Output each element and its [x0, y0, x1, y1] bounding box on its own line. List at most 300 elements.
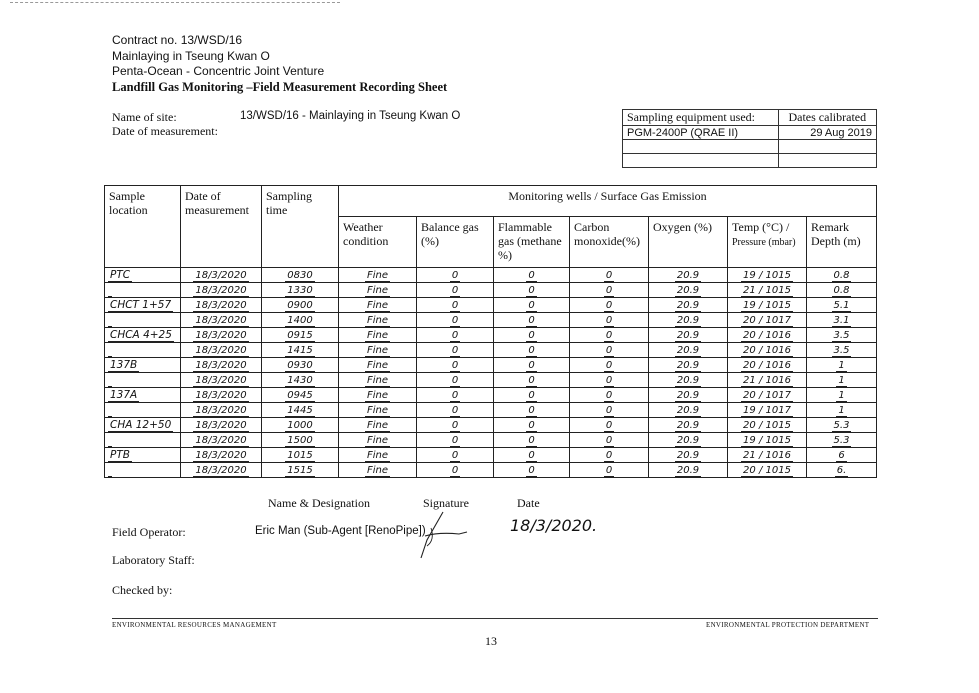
cell-remark: [807, 343, 877, 358]
cell-carbon-monoxide-value: 0: [605, 329, 613, 341]
field-operator-label: Field Operator:: [112, 525, 186, 539]
cell-flammable-gas-value: 0: [528, 389, 535, 401]
cell-remark-value: 0.8: [833, 269, 850, 281]
cell-temp-pressure: [728, 298, 807, 313]
cell-flammable-gas-value: 0: [528, 434, 535, 446]
cell-oxygen-value: 20.9: [676, 344, 700, 356]
cell-time-value: 0830: [287, 269, 313, 281]
cell-temp-pressure-value: 20 / 1016: [743, 344, 791, 356]
gas-monitoring-table: [104, 185, 877, 478]
cell-temp-pressure: [728, 343, 807, 358]
calibration-cell: [778, 154, 876, 168]
cell-sample-location: [105, 433, 181, 448]
cell-carbon-monoxide-value: 0: [605, 284, 613, 296]
cell-sample-location: [105, 358, 181, 373]
cell-time: [262, 268, 339, 283]
cell-time-value: 1400: [287, 314, 313, 326]
page-number: 13: [485, 634, 497, 648]
cell-carbon-monoxide-value: 0: [605, 464, 613, 476]
equipment-cell: PGM-2400P (QRAE II): [623, 126, 779, 140]
cell-carbon-monoxide: [570, 448, 649, 463]
cell-carbon-monoxide-value: 0: [605, 269, 613, 281]
cell-temp-pressure-value: 19 / 1017: [743, 404, 791, 416]
cell-oxygen: [649, 283, 728, 298]
cell-date: [181, 403, 262, 418]
cell-time: [262, 343, 339, 358]
cell-balance-gas: [417, 313, 494, 328]
cell-sample-location: [105, 283, 181, 298]
cell-carbon-monoxide: [570, 418, 649, 433]
header-sample-location: Sample location: [105, 186, 181, 268]
cell-temp-pressure: [728, 433, 807, 448]
cell-carbon-monoxide-value: 0: [605, 404, 613, 416]
cell-oxygen-value: 20.9: [676, 419, 700, 431]
cell-date: [181, 373, 262, 388]
table-row: [105, 433, 877, 448]
cell-flammable-gas: [494, 283, 570, 298]
cell-oxygen: [649, 358, 728, 373]
site-name-value: 13/WSD/16 - Mainlaying in Tseung Kwan O: [240, 110, 461, 122]
cell-date: [181, 418, 262, 433]
header-carbon-monoxide: Carbon monoxide(%): [570, 217, 649, 268]
cell-sample-location-value: PTB: [110, 448, 130, 461]
cell-remark: [807, 448, 877, 463]
cell-balance-gas: [417, 463, 494, 478]
cell-temp-pressure-value: 21 / 1015: [743, 284, 791, 296]
cell-weather: [339, 433, 417, 448]
cell-balance-gas-value: 0: [451, 449, 459, 461]
header-weather: Weather condition: [339, 217, 417, 268]
header-sampling-time: Sampling time: [262, 186, 339, 268]
cell-oxygen: [649, 448, 728, 463]
cell-weather-value: Fine: [366, 299, 389, 311]
cell-flammable-gas-value: 0: [528, 329, 535, 341]
cell-time-value: 0930: [287, 359, 313, 371]
cell-temp-pressure: [728, 268, 807, 283]
cell-carbon-monoxide: [570, 268, 649, 283]
header-balance-gas: Balance gas (%): [417, 217, 494, 268]
cell-weather-value: Fine: [366, 404, 389, 416]
cell-time-value: 1330: [287, 284, 313, 296]
cell-remark: [807, 463, 877, 478]
cell-date-value: 18/3/2020: [195, 344, 247, 356]
cell-flammable-gas-value: 0: [528, 449, 535, 461]
header-temp: Temp (°C) /: [732, 220, 790, 234]
cell-balance-gas-value: 0: [451, 389, 459, 401]
table-row: [105, 388, 877, 403]
cell-remark: [807, 268, 877, 283]
cell-temp-pressure: [728, 373, 807, 388]
cell-oxygen-value: 20.9: [676, 299, 700, 311]
lab-staff-label: Laboratory Staff:: [112, 553, 195, 567]
cell-flammable-gas: [494, 343, 570, 358]
cell-flammable-gas: [494, 463, 570, 478]
operator-signature: [415, 510, 475, 560]
cell-balance-gas: [417, 268, 494, 283]
table-row: [105, 343, 877, 358]
cell-date: [181, 358, 262, 373]
cell-flammable-gas: [494, 313, 570, 328]
cell-time-value: 1445: [287, 404, 313, 416]
cell-carbon-monoxide: [570, 298, 649, 313]
cell-weather: [339, 283, 417, 298]
cell-weather: [339, 328, 417, 343]
cell-carbon-monoxide-value: 0: [605, 299, 613, 311]
cell-remark-value: 1: [838, 374, 845, 386]
table-row: [105, 328, 877, 343]
cell-temp-pressure-value: 20 / 1017: [743, 314, 791, 326]
cell-temp-pressure-value: 21 / 1016: [743, 449, 791, 461]
cell-remark: [807, 298, 877, 313]
cell-weather: [339, 313, 417, 328]
cell-carbon-monoxide: [570, 283, 649, 298]
cell-remark-value: 6.: [836, 464, 847, 476]
cell-temp-pressure: [728, 418, 807, 433]
cell-time: [262, 448, 339, 463]
cell-remark-value: 0.8: [833, 284, 850, 296]
cell-weather: [339, 358, 417, 373]
cell-flammable-gas: [494, 298, 570, 313]
cell-temp-pressure: [728, 448, 807, 463]
cell-oxygen-value: 20.9: [676, 359, 700, 371]
cell-time-value: 1000: [287, 419, 313, 431]
cell-sample-location: [105, 298, 181, 313]
field-operator-date: 18/3/2020.: [510, 516, 598, 535]
cell-weather: [339, 403, 417, 418]
cell-remark: [807, 433, 877, 448]
cell-carbon-monoxide-value: 0: [605, 314, 613, 326]
cell-time: [262, 358, 339, 373]
cell-oxygen-value: 20.9: [676, 314, 700, 326]
cell-carbon-monoxide-value: 0: [605, 359, 613, 371]
cell-remark-value: 5.1: [833, 299, 850, 311]
equipment-table: [622, 109, 877, 168]
checked-by-label: Checked by:: [112, 583, 173, 597]
cell-weather-value: Fine: [366, 419, 389, 431]
table-row: [105, 358, 877, 373]
table-row: [105, 463, 877, 478]
cell-date: [181, 463, 262, 478]
signature-header: Signature: [423, 496, 469, 510]
cell-oxygen: [649, 403, 728, 418]
cell-sample-location-value: PTC: [110, 268, 131, 281]
cell-temp-pressure: [728, 403, 807, 418]
cell-carbon-monoxide: [570, 433, 649, 448]
cell-balance-gas-value: 0: [451, 404, 459, 416]
table-row: [105, 403, 877, 418]
cell-remark-value: 3.5: [833, 329, 850, 341]
cell-sample-location: [105, 388, 181, 403]
cell-balance-gas-value: 0: [451, 284, 459, 296]
cell-weather-value: Fine: [366, 464, 389, 476]
cell-sample-location: [105, 418, 181, 433]
cell-temp-pressure-value: 20 / 1015: [743, 419, 791, 431]
contractor-name: Penta-Ocean - Concentric Joint Venture: [112, 64, 325, 78]
cell-sample-location: [105, 328, 181, 343]
cell-sample-location: [105, 373, 181, 388]
cell-sample-location-value: CHCA 4+25: [110, 328, 172, 341]
site-name-label: Name of site:: [112, 110, 177, 124]
footer-divider: [112, 618, 878, 619]
header-flammable-gas: Flammable gas (methane %): [494, 217, 570, 268]
cell-carbon-monoxide-value: 0: [605, 434, 613, 446]
cell-time: [262, 388, 339, 403]
cell-balance-gas: [417, 418, 494, 433]
equipment-cell: [623, 154, 779, 168]
cell-flammable-gas-value: 0: [528, 314, 535, 326]
cell-temp-pressure: [728, 358, 807, 373]
cell-date: [181, 283, 262, 298]
cell-date-value: 18/3/2020: [195, 269, 247, 281]
cell-remark-value: 1: [838, 359, 845, 371]
cell-carbon-monoxide-value: 0: [605, 419, 613, 431]
cell-balance-gas-value: 0: [451, 464, 459, 476]
cell-date: [181, 313, 262, 328]
cell-sample-location: [105, 463, 181, 478]
cell-time-value: 0915: [287, 329, 313, 341]
calibration-cell: 29 Aug 2019: [778, 126, 876, 140]
cell-time-value: 1500: [287, 434, 313, 446]
cell-temp-pressure: [728, 388, 807, 403]
cell-carbon-monoxide-value: 0: [605, 389, 613, 401]
cell-time: [262, 433, 339, 448]
cell-temp-pressure-value: 21 / 1016: [743, 374, 791, 386]
cell-balance-gas: [417, 328, 494, 343]
cell-balance-gas: [417, 448, 494, 463]
date-header: Date: [517, 496, 540, 510]
cell-carbon-monoxide: [570, 388, 649, 403]
cell-remark: [807, 373, 877, 388]
cell-balance-gas-value: 0: [451, 314, 459, 326]
cell-oxygen: [649, 388, 728, 403]
cell-flammable-gas-value: 0: [528, 464, 535, 476]
cell-remark: [807, 388, 877, 403]
cell-sample-location: [105, 343, 181, 358]
table-row: [105, 283, 877, 298]
name-designation-header: Name & Designation: [268, 496, 370, 510]
cell-date-value: 18/3/2020: [195, 404, 247, 416]
cell-oxygen-value: 20.9: [676, 269, 700, 281]
cell-oxygen-value: 20.9: [676, 464, 700, 476]
cell-sample-location: [105, 448, 181, 463]
header-oxygen: Oxygen (%): [649, 217, 728, 268]
calibration-header: Dates calibrated: [778, 110, 876, 126]
cell-remark: [807, 313, 877, 328]
cell-remark-value: 3.5: [833, 344, 850, 356]
cell-flammable-gas: [494, 373, 570, 388]
cell-remark-value: 3.1: [833, 314, 850, 326]
cell-carbon-monoxide: [570, 343, 649, 358]
cell-date-value: 18/3/2020: [195, 419, 247, 431]
cell-weather: [339, 388, 417, 403]
cell-flammable-gas-value: 0: [528, 344, 535, 356]
cell-date-value: 18/3/2020: [195, 389, 247, 401]
cell-date-value: 18/3/2020: [195, 284, 247, 296]
cell-balance-gas-value: 0: [451, 344, 459, 356]
cell-sample-location-value: 137A: [110, 388, 138, 401]
cell-weather: [339, 373, 417, 388]
document-title: Landfill Gas Monitoring –Field Measurement Recording Sheet: [112, 79, 448, 94]
cell-time-value: 1415: [287, 344, 313, 356]
top-scan-line: [10, 2, 340, 3]
cell-time: [262, 298, 339, 313]
cell-balance-gas-value: 0: [451, 374, 459, 386]
cell-balance-gas: [417, 298, 494, 313]
cell-remark-value: 6: [838, 449, 845, 461]
cell-time-value: 0900: [287, 299, 313, 311]
cell-flammable-gas-value: 0: [528, 404, 535, 416]
cell-date-value: 18/3/2020: [195, 449, 247, 461]
cell-weather: [339, 268, 417, 283]
cell-date-value: 18/3/2020: [195, 314, 247, 326]
cell-oxygen: [649, 313, 728, 328]
document-header: [112, 33, 447, 95]
cell-temp-pressure: [728, 313, 807, 328]
table-row: [105, 448, 877, 463]
cell-temp-pressure-value: 20 / 1017: [743, 389, 791, 401]
cell-weather: [339, 448, 417, 463]
cell-remark-value: 1: [838, 404, 845, 416]
cell-balance-gas-value: 0: [451, 434, 459, 446]
cell-temp-pressure-value: 19 / 1015: [743, 269, 791, 281]
footer-right: ENVIRONMENTAL PROTECTION DEPARTMENT: [706, 621, 870, 629]
cell-carbon-monoxide-value: 0: [605, 374, 613, 386]
cell-weather-value: Fine: [366, 344, 389, 356]
calibration-cell: [778, 140, 876, 154]
cell-date: [181, 298, 262, 313]
cell-date-value: 18/3/2020: [195, 299, 247, 311]
cell-temp-pressure: [728, 283, 807, 298]
cell-temp-pressure-value: 20 / 1016: [743, 359, 791, 371]
cell-time: [262, 403, 339, 418]
cell-date: [181, 268, 262, 283]
cell-weather: [339, 343, 417, 358]
cell-carbon-monoxide: [570, 358, 649, 373]
cell-flammable-gas: [494, 328, 570, 343]
cell-time: [262, 313, 339, 328]
cell-remark-value: 1: [838, 389, 845, 401]
cell-oxygen: [649, 433, 728, 448]
cell-balance-gas: [417, 403, 494, 418]
cell-time: [262, 283, 339, 298]
cell-sample-location: [105, 403, 181, 418]
table-row: [105, 418, 877, 433]
cell-flammable-gas-value: 0: [528, 284, 535, 296]
cell-flammable-gas-value: 0: [528, 299, 535, 311]
header-monitoring-group: Monitoring wells / Surface Gas Emission: [339, 186, 877, 217]
table-row: [105, 268, 877, 283]
cell-sample-location-value: 137B: [110, 358, 138, 371]
cell-remark: [807, 328, 877, 343]
cell-time-value: 0945: [287, 389, 313, 401]
cell-sample-location-value: [108, 404, 112, 417]
cell-sample-location-value: CHCT 1+57: [110, 298, 172, 311]
cell-date-value: 18/3/2020: [195, 464, 247, 476]
cell-oxygen: [649, 268, 728, 283]
cell-date: [181, 343, 262, 358]
cell-date: [181, 328, 262, 343]
cell-sample-location-value: CHA 12+50: [110, 418, 172, 431]
cell-temp-pressure-value: 19 / 1015: [743, 299, 791, 311]
cell-flammable-gas: [494, 403, 570, 418]
header-remark: Remark Depth (m): [807, 217, 877, 268]
header-pressure: Pressure (mbar): [732, 237, 796, 248]
cell-weather: [339, 463, 417, 478]
cell-flammable-gas-value: 0: [528, 419, 535, 431]
cell-balance-gas: [417, 373, 494, 388]
contract-number: Contract no. 13/WSD/16: [112, 33, 243, 47]
cell-flammable-gas: [494, 418, 570, 433]
cell-balance-gas-value: 0: [451, 269, 459, 281]
cell-weather-value: Fine: [366, 374, 389, 386]
cell-date: [181, 433, 262, 448]
cell-time: [262, 328, 339, 343]
cell-oxygen-value: 20.9: [676, 374, 700, 386]
cell-oxygen-value: 20.9: [676, 449, 700, 461]
cell-time-value: 1515: [287, 464, 313, 476]
cell-temp-pressure-value: 20 / 1015: [743, 464, 791, 476]
cell-weather-value: Fine: [366, 314, 389, 326]
cell-date-value: 18/3/2020: [195, 434, 247, 446]
cell-temp-pressure: [728, 328, 807, 343]
cell-weather-value: Fine: [366, 284, 389, 296]
cell-oxygen: [649, 343, 728, 358]
cell-balance-gas: [417, 388, 494, 403]
measurement-date-label: Date of measurement:: [112, 124, 218, 138]
cell-weather-value: Fine: [366, 389, 389, 401]
cell-flammable-gas: [494, 388, 570, 403]
cell-oxygen-value: 20.9: [676, 404, 700, 416]
cell-remark: [807, 283, 877, 298]
cell-balance-gas-value: 0: [451, 359, 459, 371]
cell-weather-value: Fine: [366, 359, 389, 371]
cell-date: [181, 388, 262, 403]
cell-flammable-gas-value: 0: [528, 269, 535, 281]
cell-flammable-gas: [494, 268, 570, 283]
cell-flammable-gas: [494, 448, 570, 463]
table-row: [105, 313, 877, 328]
cell-carbon-monoxide: [570, 328, 649, 343]
cell-balance-gas: [417, 343, 494, 358]
cell-balance-gas-value: 0: [451, 299, 459, 311]
cell-sample-location-value: [108, 464, 112, 477]
cell-flammable-gas: [494, 358, 570, 373]
cell-carbon-monoxide: [570, 313, 649, 328]
cell-date: [181, 448, 262, 463]
cell-carbon-monoxide: [570, 463, 649, 478]
cell-weather: [339, 418, 417, 433]
cell-carbon-monoxide-value: 0: [605, 449, 613, 461]
cell-carbon-monoxide: [570, 373, 649, 388]
cell-sample-location-value: [108, 314, 112, 327]
cell-balance-gas: [417, 358, 494, 373]
cell-remark: [807, 358, 877, 373]
equipment-cell: [623, 140, 779, 154]
cell-balance-gas-value: 0: [451, 419, 459, 431]
cell-oxygen-value: 20.9: [676, 329, 700, 341]
cell-date-value: 18/3/2020: [195, 359, 247, 371]
field-operator-name: Eric Man (Sub-Agent [RenoPipe]): [255, 525, 426, 537]
cell-flammable-gas-value: 0: [528, 359, 535, 371]
cell-carbon-monoxide: [570, 403, 649, 418]
table-body: [105, 268, 877, 478]
cell-weather-value: Fine: [366, 269, 389, 281]
cell-sample-location-value: [108, 374, 112, 387]
cell-oxygen: [649, 328, 728, 343]
cell-balance-gas-value: 0: [451, 329, 459, 341]
cell-carbon-monoxide-value: 0: [605, 344, 613, 356]
cell-balance-gas: [417, 283, 494, 298]
